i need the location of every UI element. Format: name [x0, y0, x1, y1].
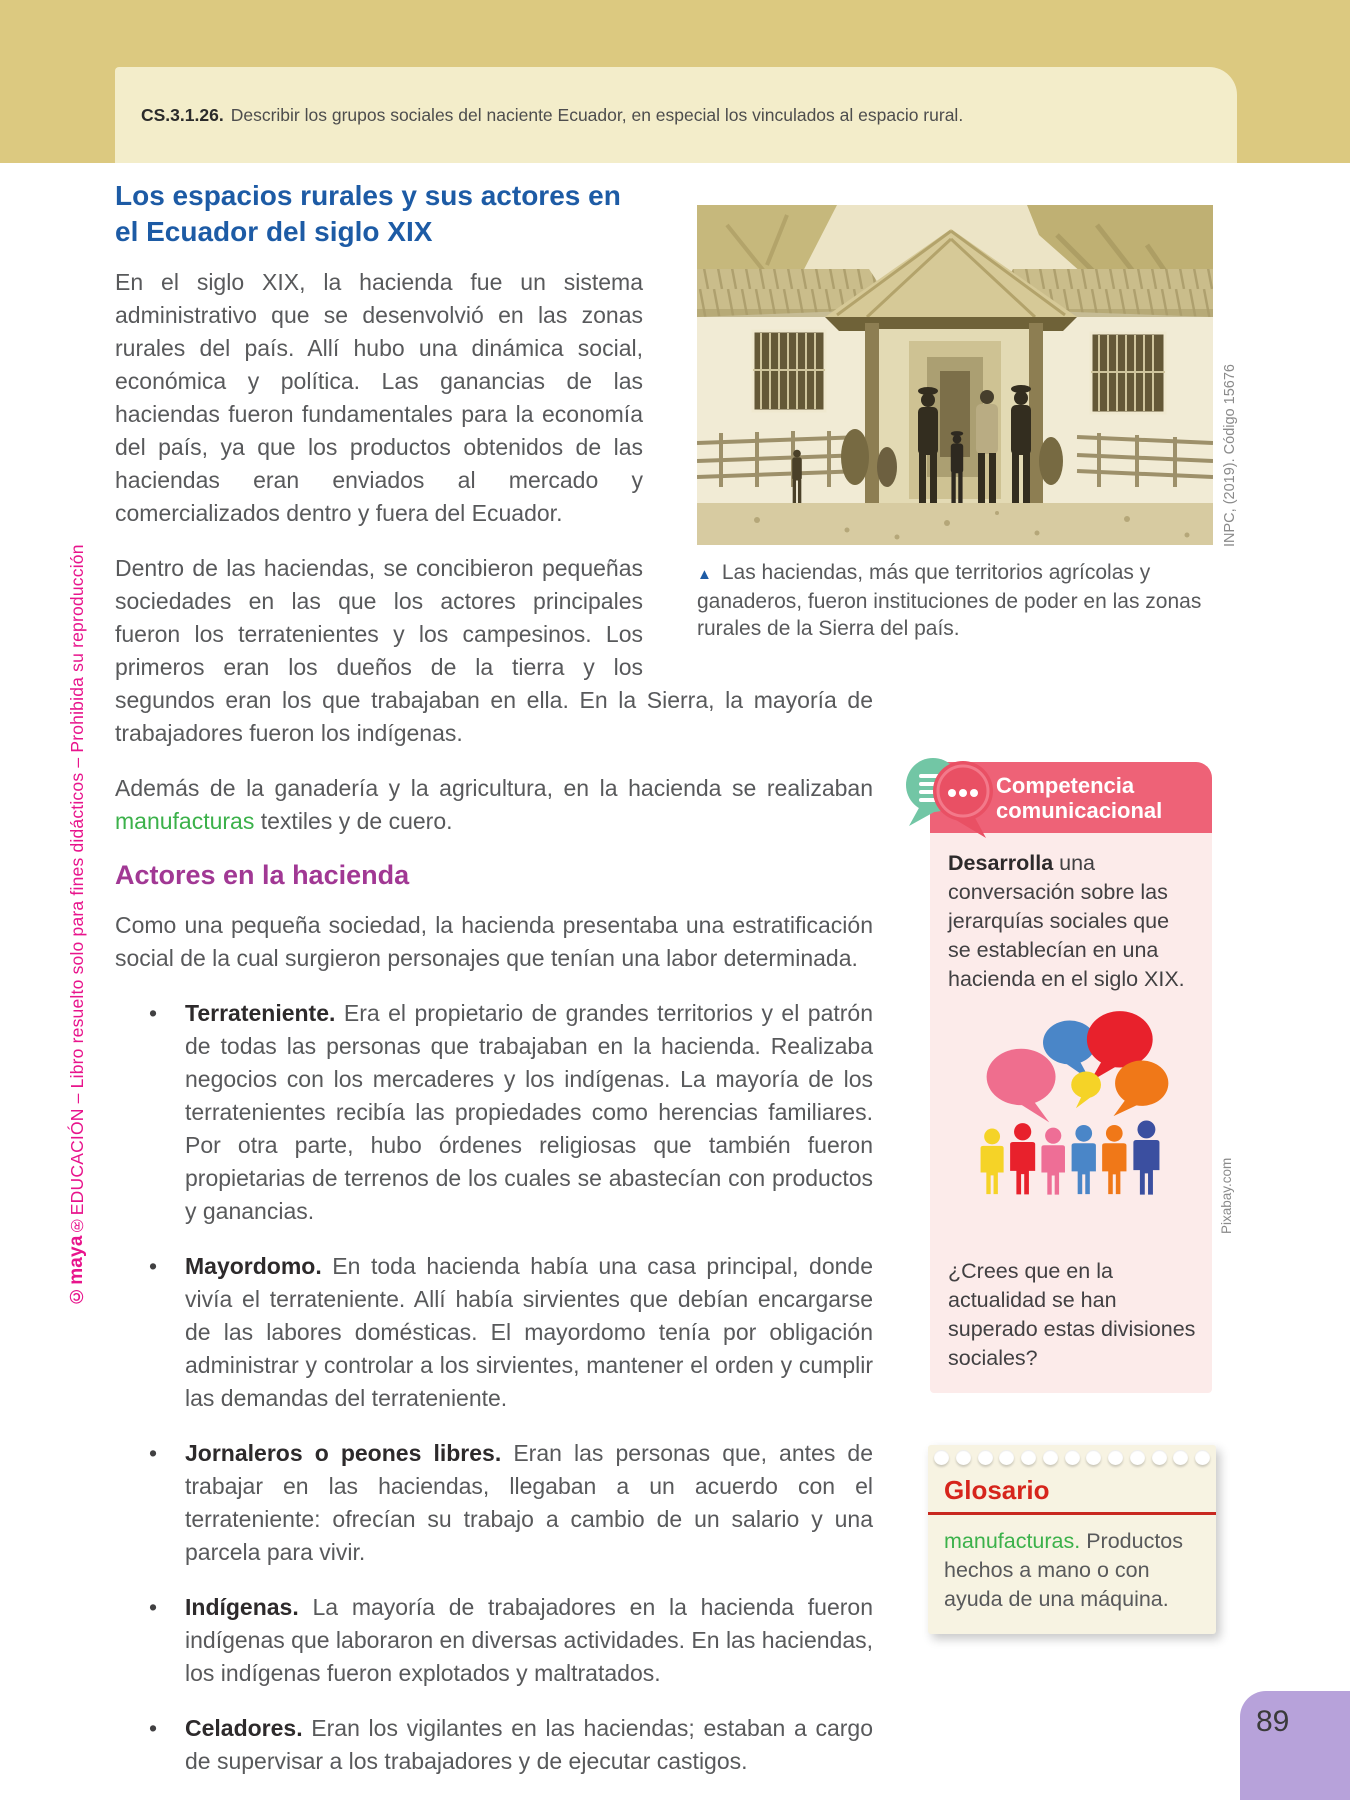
competencia-box — [930, 762, 1212, 1393]
article-title: Los espacios rurales y sus actores en el Ecuador del siglo XIX — [115, 180, 621, 247]
paragraph-2: Dentro de las haciendas, se concibieron pequeñas sociedades en las que los actores principales fueron los terratenientes y los campesinos. Los primeros eran los dueños de la tierra y los segundos eran los que trabajaban en ella. En la Sierra, la mayoría de trabajadores fueron los indígenas. — [115, 555, 873, 746]
page-number: 89 — [1256, 1705, 1290, 1738]
list-item-jornaleros — [115, 1437, 873, 1569]
standard-code: CS.3.1.26. — [141, 104, 224, 125]
photo-credit: INPC, (2019). Código 15676 — [1222, 364, 1238, 547]
competencia-question: ¿Crees que en la actualidad se han superado estas divisiones sociales? — [948, 1259, 1196, 1370]
notebook-holes — [928, 1445, 1216, 1465]
header-band — [0, 0, 1350, 163]
publisher-brand: ©maya — [66, 1235, 87, 1306]
chat-bubbles-icon — [902, 752, 1002, 844]
section-intro: Como una pequeña sociedad, la hacienda presentaba una estratificación social de la cual surgieron personajes que tenían una labor determinada. — [115, 912, 873, 971]
caption-triangle-icon: ▲ — [697, 566, 712, 583]
paragraph-3 — [115, 772, 873, 838]
paragraph-3-pre: Además de la ganadería y la agricultura, en la hacienda se realizaban — [115, 775, 873, 801]
actor-text: Eran los vigilantes en las haciendas; estaban a cargo de supervisar a los trabajadores y de ejecutar castigos. — [185, 1715, 873, 1774]
competencia-body — [930, 833, 1212, 1393]
competencia-task-verb: Desarrolla — [948, 851, 1054, 875]
actor-term: Indígenas. — [185, 1594, 299, 1620]
actor-text: La mayoría de trabajadores en la hacienda fueron indígenas que laboraron en diversas actividades. En las haciendas, los indígenas fueron explotados y maltratados. — [185, 1594, 873, 1686]
figure-caption-text: Las haciendas, más que territorios agrícolas y ganaderos, fueron instituciones de poder en las zonas rurales de la Sierra del país. — [697, 561, 1202, 640]
competencia-task — [948, 849, 1196, 994]
actor-term: Jornaleros o peones libres. — [185, 1440, 502, 1466]
actor-term: Mayordomo. — [185, 1253, 322, 1279]
page-number-badge — [1240, 1691, 1350, 1800]
illustration-credit: Pixabay.com — [1219, 1157, 1234, 1234]
glossary-entry-definition: Productos hechos a mano o con ayuda de una máquina. — [944, 1529, 1184, 1611]
glossary-entry-term: manufacturas. — [944, 1529, 1081, 1553]
paragraph-1: En el siglo XIX, la hacienda fue un sistema administrativo que se desenvolvió en las zonas rurales del país. Allí hubo una dinámica social, económica y política. Las ganancias de las haciendas fueron fundamentales para la economía del país, ya que los productos obtenidos de las haciendas eran enviados al mercado y comercializados dentro y fuera del Ecuador. — [115, 269, 643, 526]
actors-list — [115, 997, 873, 1778]
list-item-terrateniente — [115, 997, 873, 1228]
actor-term: Celadores. — [185, 1715, 303, 1741]
curriculum-standard — [115, 67, 1237, 163]
glossary-term-link[interactable]: manufacturas — [115, 808, 255, 834]
figure-wrap-spacer — [643, 178, 873, 658]
actor-text: En toda hacienda había una casa principal, donde vivía el terrateniente. Allí había sirvientes que debían encargarse de las labores domésticas. El mayordomo tenía por obligación administrar y controlar a los sirvientes, mantener el orden y cumplir las demandas del terrateniente. — [185, 1253, 873, 1411]
competencia-header: Competencia comunicacional — [930, 762, 1212, 833]
competencia-task-text: una conversación sobre las jerarquías sociales que se establecían en una hacienda en el siglo XIX. — [948, 851, 1185, 991]
section-heading: Actores en la hacienda — [115, 860, 410, 890]
publisher-copyright-text: ®EDUCACIÓN – Libro resuelto solo para fines didácticos – Prohibida su reproducción — [67, 544, 87, 1236]
actor-term: Terrateniente. — [185, 1000, 336, 1026]
actor-text: Era el propietario de grandes territorios y el patrón de todas las personas que trabajaban en la hacienda. Realizaba negocios con los mercaderes y los indígenas. La mayoría de los terratenientes recibía las propiedades como herencias familiares. Por otra parte, hubo órdenes religiosas que también fueron propietarias de terrenos de los cuales se abastecían con productos y ganancias. — [185, 1000, 873, 1224]
glossary-entry — [928, 1515, 1216, 1614]
list-item-celadores — [115, 1712, 873, 1778]
standard-description: Describir los grupos sociales del naciente Ecuador, en especial los vinculados al espacio rural. — [230, 104, 964, 125]
glossary-title: Glosario — [944, 1475, 1050, 1505]
paragraph-3-post: textiles y de cuero. — [254, 808, 453, 834]
publisher-copyright-vertical — [66, 398, 96, 1306]
list-item-indigenas — [115, 1591, 873, 1690]
list-item-mayordomo — [115, 1250, 873, 1415]
glossary-box — [928, 1445, 1216, 1634]
actor-text: Eran las personas que, antes de trabajar en las haciendas, llegaban a un acuerdo con el terrateniente: ofrecían su trabajo a cambio de un salario y una parcela para vivir. — [185, 1440, 873, 1565]
window-right — [1091, 333, 1165, 413]
conversation-people-illustration — [949, 1008, 1195, 1243]
article — [115, 178, 873, 1800]
